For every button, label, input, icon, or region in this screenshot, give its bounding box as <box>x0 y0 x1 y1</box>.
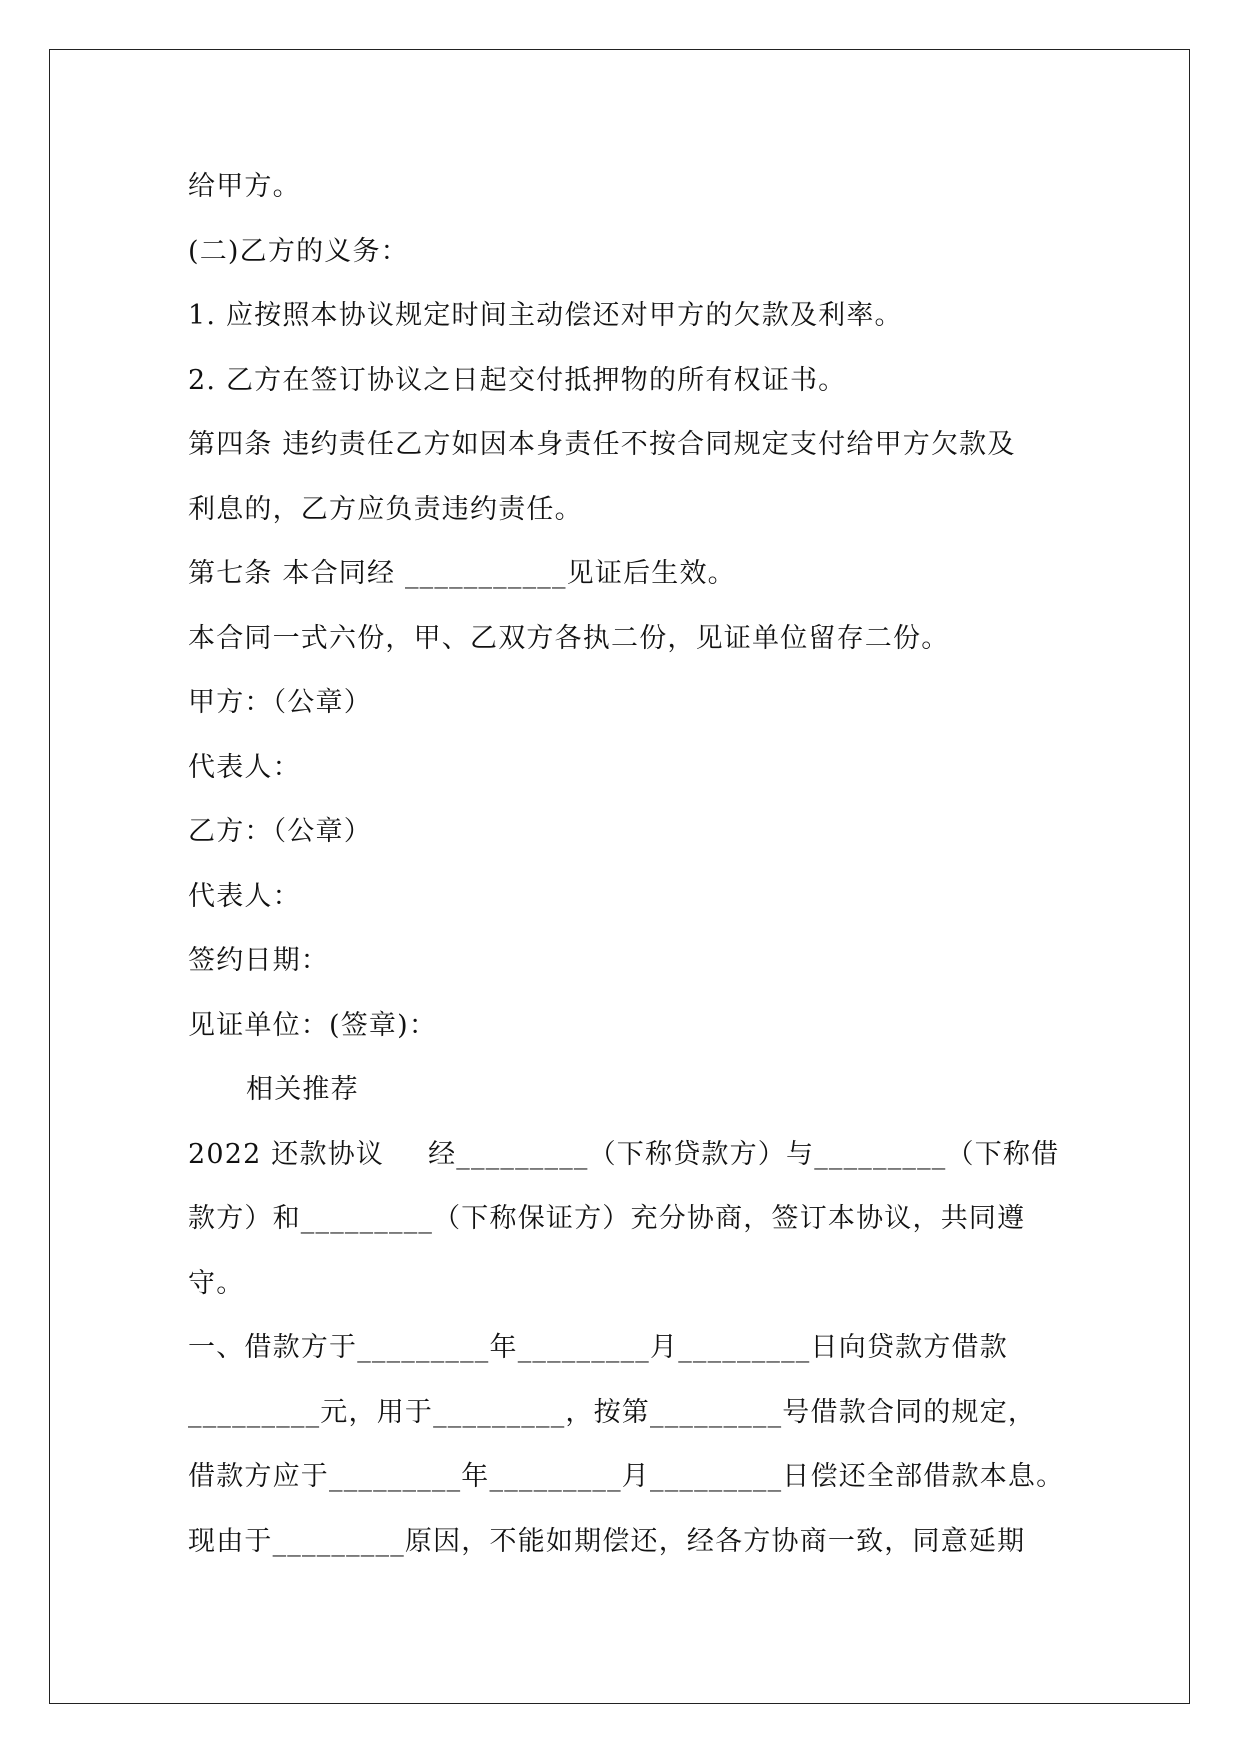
text-line: _________元，用于_________，按第_________号借款合同的规定， <box>188 1396 1037 1428</box>
recommendation-title: 2022 还款协议 <box>188 1138 385 1170</box>
text-line: 2. 乙方在签订协议之日起交付抵押物的所有权证书。 <box>188 364 847 396</box>
related-recommendations-heading: 相关推荐 <box>246 1074 359 1105</box>
recommendation-first-line <box>188 1123 1078 1188</box>
witness-unit-label: 见证单位：(签章)： <box>188 1009 438 1041</box>
text-line: 1. 应按照本协议规定时间主动偿还对甲方的欠款及利率。 <box>188 300 903 331</box>
representative-label: 代表人： <box>188 751 301 783</box>
text-line: 守。 <box>188 1267 245 1299</box>
signing-date-label: 签约日期： <box>188 945 329 976</box>
text-line: 借款方应于_________年_________月_________日偿还全部借款本息。 <box>188 1461 1065 1492</box>
article-seven: 第七条 本合同经 ___________见证后生效。 <box>188 558 736 589</box>
article-four: 第四条 违约责任乙方如因本身责任不按合同规定支付给甲方欠款及 <box>188 429 1016 460</box>
text-line: 给甲方。 <box>188 171 301 202</box>
text-line: 本合同一式六份，甲、乙双方各执二份，见证单位留存二份。 <box>188 622 950 654</box>
clause-one: 一、借款方于_________年_________月_________日向贷款方借款 <box>188 1332 1008 1363</box>
section-heading: (二)乙方的义务： <box>188 235 409 267</box>
representative-label: 代表人： <box>188 880 301 912</box>
text-line: 利息的，乙方应负责违约责任。 <box>188 493 583 525</box>
document-body <box>188 155 1078 1574</box>
text-line: 现由于_________原因，不能如期偿还，经各方协商一致，同意延期 <box>188 1525 1026 1557</box>
party-b-label: 乙方：（公章） <box>188 816 372 847</box>
text-line: 经_________（下称贷款方）与_________（下称借 <box>428 1138 1060 1170</box>
text-line: 款方）和_________（下称保证方）充分协商，签订本协议，共同遵 <box>188 1203 1026 1234</box>
party-a-label: 甲方：（公章） <box>188 687 372 718</box>
